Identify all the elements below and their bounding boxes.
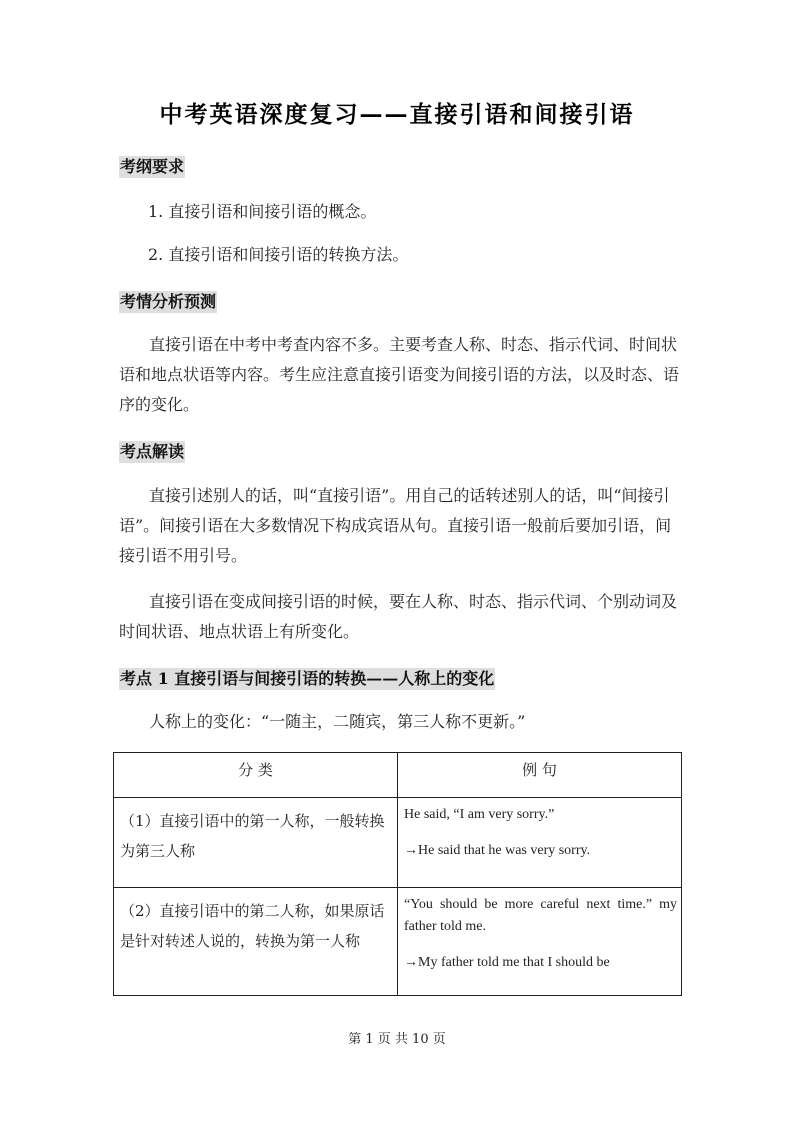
list-item: 2. 直接引语和间接引语的转换方法。: [148, 245, 409, 264]
table-cell-category: （2）直接引语中的第二人称，如果原话是针对转述人说的，转换为第一人称: [114, 888, 398, 996]
analysis-paragraph: 直接引语在中考中考查内容不多。主要考查人称、时态、指示代词、时间状语和地点状语等内容。考生应注意直接引语变为间接引语的方法，以及时态、语序的变化。: [119, 335, 680, 414]
interpretation-paragraph: 直接引述别人的话，叫“直接引语”。用自己的话转述别人的话，叫“间接引语”。间接引语在大多数情况下构成宾语从句。直接引语一般前后要加引语，间接引语不用引号。: [119, 486, 672, 565]
interpretation-paragraph: 直接引语在变成间接引语的时候，要在人称、时态、指示代词、个别动词及时间状语、地点状语上有所变化。: [119, 592, 678, 641]
section-heading-point-1: 考点 1 直接引语与间接引语的转换——人称上的变化: [120, 669, 495, 688]
table-header-row: [114, 753, 682, 798]
section-heading-interpretation: 考点解读: [120, 442, 185, 461]
section-heading-requirements: 考纲要求: [120, 157, 185, 176]
example-sentence: “You should be more careful next time.” my father told me.: [404, 897, 677, 934]
list-item: 1. 直接引语和间接引语的概念。: [148, 202, 377, 221]
page-footer: 第 1 页 共 10 页: [348, 1032, 446, 1047]
example-sentence: →My father told me that I should be: [404, 955, 610, 970]
table-cell-category: （1）直接引语中的第一人称，一般转换为第三人称: [114, 798, 398, 888]
example-sentence: →He said that he was very sorry.: [404, 843, 591, 858]
section-heading-analysis: 考情分析预测: [120, 292, 217, 311]
example-sentence: He said, “I am very sorry.”: [404, 807, 555, 822]
table-row: [114, 888, 682, 996]
page-title: 中考英语深度复习——直接引语和间接引语: [159, 101, 635, 128]
table-cell-example: [398, 798, 682, 888]
conversion-table: [113, 752, 682, 996]
table-cell-example: [398, 888, 682, 996]
table-row: [114, 798, 682, 888]
point1-intro: 人称上的变化：“一随主，二随宾，第三人称不更新。”: [149, 712, 526, 731]
table-header-example: 例 句: [398, 753, 682, 798]
table-header-category: 分 类: [114, 753, 398, 798]
